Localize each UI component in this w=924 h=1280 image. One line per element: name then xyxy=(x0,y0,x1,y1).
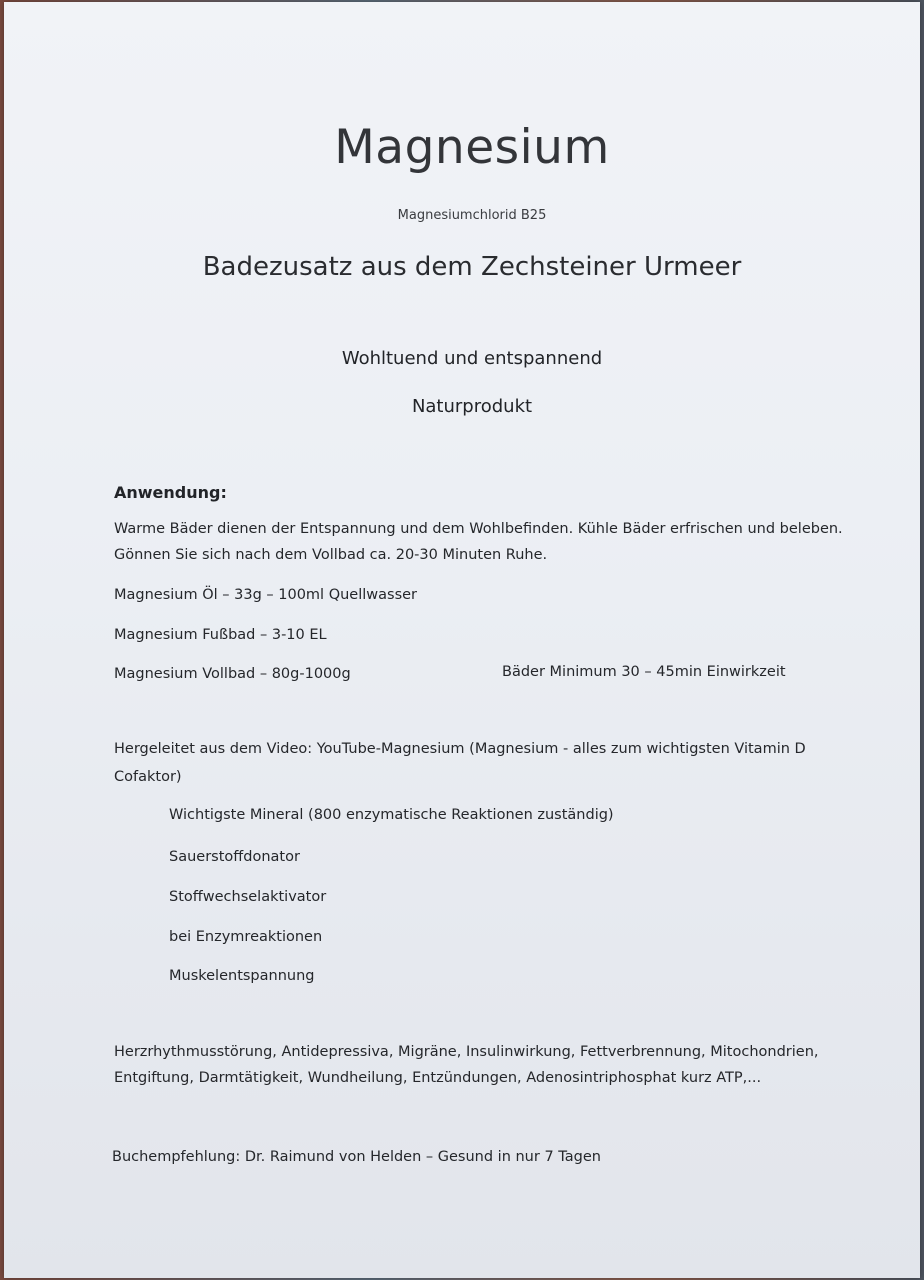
source-line: Cofaktor) xyxy=(114,769,182,785)
dosage-line: Magnesium Vollbad – 80g-1000g xyxy=(114,666,351,682)
effects-line: Entgiftung, Darmtätigkeit, Wundheilung, Entzündungen, Adenosintriphosphat kurz ATP,... xyxy=(114,1070,762,1086)
document-headline: Badezusatz aus dem Zechsteiner Urmeer xyxy=(202,252,742,282)
effects-line: Herzrhythmusstörung, Antidepressiva, Migräne, Insulinwirkung, Fettverbrennung, Mitochondrien, xyxy=(114,1044,819,1060)
document-title: Magnesium xyxy=(334,120,610,175)
benefit-item: Muskelentspannung xyxy=(169,968,315,984)
dosage-line: Magnesium Fußbad – 3-10 EL xyxy=(114,627,327,643)
paper-sheet xyxy=(4,2,920,1278)
tagline: Wohltuend und entspannend xyxy=(341,348,603,369)
source-line: Hergeleitet aus dem Video: YouTube-Magnesium (Magnesium - alles zum wichtigsten Vitamin D xyxy=(114,741,806,757)
book-recommendation: Buchempfehlung: Dr. Raimund von Helden – Gesund in nur 7 Tagen xyxy=(112,1149,601,1165)
dosage-note: Bäder Minimum 30 – 45min Einwirkzeit xyxy=(502,664,786,680)
benefit-item: Sauerstoffdonator xyxy=(169,849,300,865)
dosage-line: Magnesium Öl – 33g – 100ml Quellwasser xyxy=(114,587,418,603)
document-subtitle: Magnesiumchlorid B25 xyxy=(397,208,547,223)
benefit-item: bei Enzymreaktionen xyxy=(169,929,323,945)
usage-intro-line: Gönnen Sie sich nach dem Vollbad ca. 20-30 Minuten Ruhe. xyxy=(114,547,548,563)
tagline: Naturprodukt xyxy=(411,396,533,417)
usage-intro-line: Warme Bäder dienen der Entspannung und dem Wohlbefinden. Kühle Bäder erfrischen und beleben. xyxy=(114,521,843,537)
benefit-item: Stoffwechselaktivator xyxy=(169,889,327,905)
usage-heading: Anwendung: xyxy=(114,483,227,502)
benefit-item: Wichtigste Mineral (800 enzymatische Reaktionen zuständig) xyxy=(169,807,614,823)
